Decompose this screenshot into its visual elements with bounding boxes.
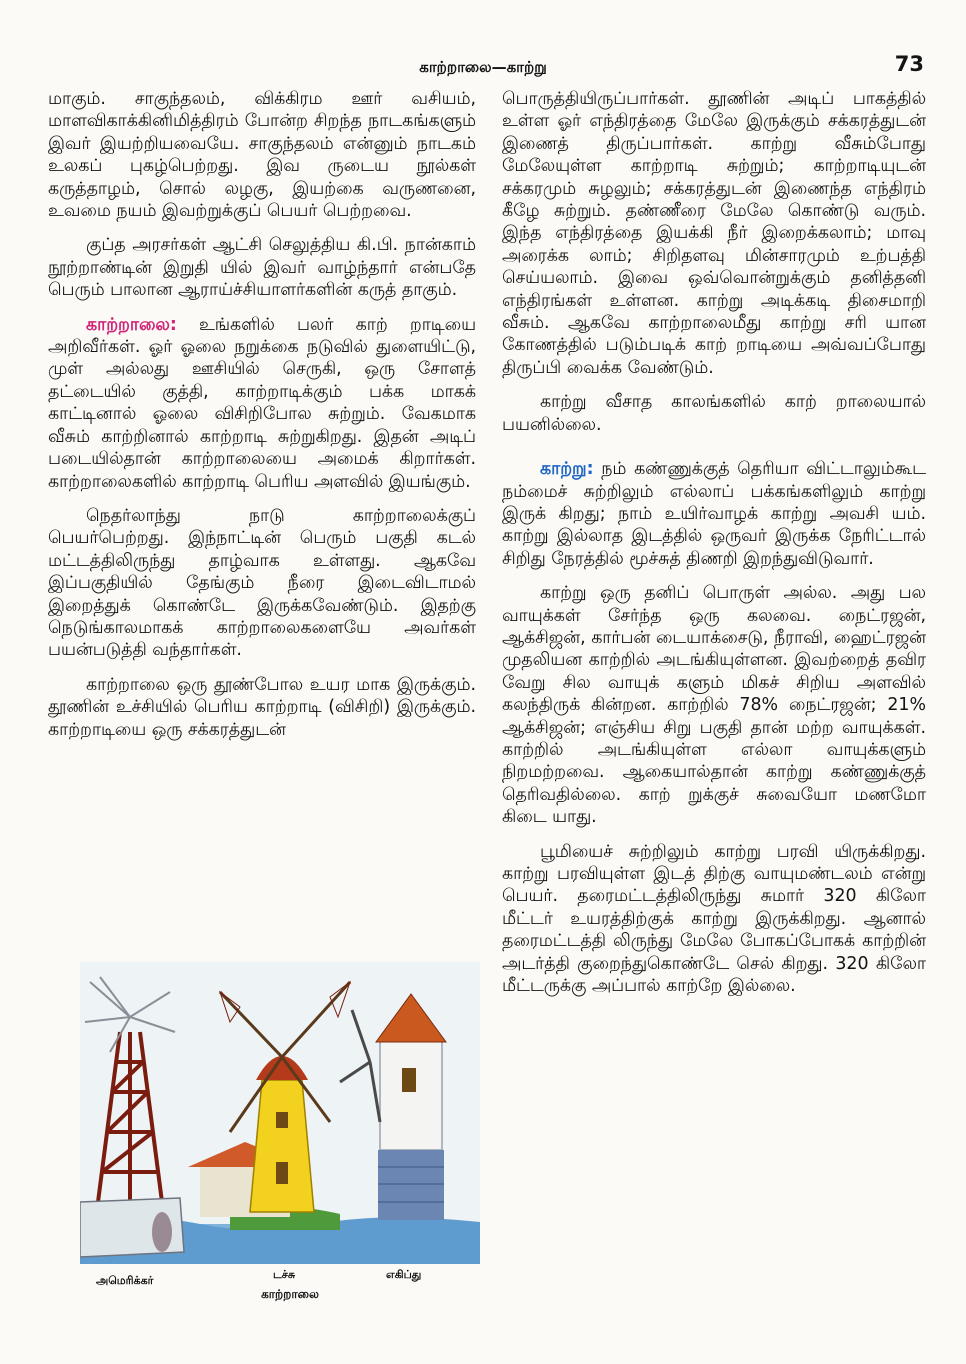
right-column (502, 88, 926, 1009)
figure-caption: காற்றாலை (261, 1287, 319, 1301)
paragraph-body: நம் கண்ணுக்குத் தெரியா விட்டாலும்கூட நம்மைச் சுற்றிலும் எல்லாப் பக்கங்களிலும் காற்று இருக் கிறது; நாம் உயிர்வாழக் காற்று அவசி யம். காற்று இல்லாத இடத்தில் ஒருவர் இருக்க நேரிட்டால் சிறிது நேரத்தில் மூச்சுத் திணறி இறந்துவிடுவார். (502, 459, 927, 569)
paragraph (502, 458, 926, 570)
paragraph: மாகும். சாகுந்தலம், விக்கிரம ஊர் வசியம், மாளவிகாக்கினிமித்திரம் போன்ற சிறந்த நாடகங்களும் இவர் இயற்றியவையே. சாகுந்தலம் என்னும் நாடகம் உலகப் புகழ்பெற்றது. இவ ருடைய நூல்கள் கருத்தாழம், சொல் லழகு, இயற்கை வருணனை, உவமை நயம் இவற்றுக்குப் பெயர் பெற்றவை. (48, 89, 476, 222)
paragraph: காற்று வீசாத காலங்களில் காற் றாலையால் பயனில்லை. (502, 392, 926, 435)
paragraph: காற்று ஒரு தனிப் பொருள் அல்ல. அது பல வாயுக்கள் சேர்ந்த ஒரு கலவை. நைட்ரஜன், ஆக்சிஜன், கார்பன் டையாக்சைடு, நீராவி, ஹைட்ரஜன் முதலியன காற்றில் அடங்கியுள்ளன. இவற்றைத் தவிர வேறு சில வாயுக் களும் மிகச் சிறிய அளவில் கலந்திருக் கின்றன. காற்றில் 78% நைட்ரஜன்; 21% ஆக்சிஜன்; எஞ்சிய சிறு பகுதி தான் மற்ற வாயுக்கள். காற்றில் அடங்கியுள்ள எல்லா வாயுக்களும் நிறமற்றவை. ஆகையால்தான் காற்று கண்ணுக்குத் தெரிவதில்லை. காற் றுக்குச் சுவையோ மணமோ கிடை யாது. (502, 583, 926, 828)
label-dutch: டச்சு (273, 1268, 296, 1281)
paragraph-body: உங்களில் பலர் காற் றாடியை அறிவீர்கள். ஓர் ஓலை நறுக்கை நடுவில் துளையிட்டு, முள் அல்லது ஊசியில் செருகி, ஒரு சோளத் தட்டையில் குத்தி, காற்றாடிக்கும் பக்க மாகக் காட்டினால் ஓலை விசிறிபோல சுற்றும். வேகமாக வீசும் காற்றினால் காற்றாடி சுற்றுகிறது. இதன் அடிப் படையில்தான் காற்றாலையை அமைக் கிறார்கள். காற்றாலைகளில் காற்றாடி பெரிய அளவில் இயங்கும். (48, 314, 476, 492)
section-heading-windmill: காற்றாலை: (86, 314, 177, 335)
running-head: காற்றாலை—காற்று (419, 58, 547, 76)
paragraph: நெதர்லாந்து நாடு காற்றாலைக்குப் பெயர்பெற்றது. இந்நாட்டின் பெரும் பகுதி கடல் மட்டத்திலிருந்து தாழ்வாக உள்ளது. ஆகவே இப்பகுதியில் தேங்கும் நீரை இடைவிடாமல் இறைத்துக் கொண்டே இருக்கவேண்டும். இதற்கு நெடுங்காலமாகக் காற்றாலைகளையே அவர்கள் பயன்படுத்தி வந்தார்கள். (48, 505, 476, 661)
left-column (48, 88, 476, 753)
windmill-drawing (80, 962, 480, 1264)
label-egyptian: எகிப்து (386, 1268, 422, 1281)
windmill-illustration (80, 962, 480, 1287)
page-header (0, 52, 966, 82)
label-american: அமெரிக்கர் (96, 1274, 154, 1287)
paragraph: காற்றாலை ஒரு தூண்போல உயர மாக இருக்கும். தூணின் உச்சியில் பெரிய காற்றாடி (விசிறி) இருக்கும். காற்றாடியை ஒரு சக்கரத்துடன் (48, 674, 476, 740)
paragraph: பொருத்தியிருப்பார்கள். தூணின் அடிப் பாகத்தில் உள்ள ஓர் எந்திரத்தை மேலே இருக்கும் சக்கரத்துடன் இணைத் திருப்பார்கள். காற்று வீசும்போது மேலேயுள்ள காற்றாடி சுற்றும்; காற்றாடியுடன் சக்கரமும் சுழலும்; சக்கரத்துடன் இணைந்த எந்திரம் கீழே சுற்றும். தண்ணீரை மேலே கொண்டு வரும். இந்த எந்திரத்தை இயக்கி நீர் இறைக்கலாம்; மாவு அரைக்க லாம்; சிறிதளவு மின்சாரமும் உற்பத்தி செய்யலாம். இவை ஒவ்வொன்றுக்கும் தனித்தனி எந்திரங்கள் உள்ளன. காற்று அடிக்கடி திசைமாறி வீசும். ஆகவே காற்றாலைமீது காற்று சரி யான கோணத்தில் படும்படிக் காற் றாடியை அவ்வப்போது திருப்பி வைக்க வேண்டும். (502, 89, 926, 378)
paragraph: குப்த அரசர்கள் ஆட்சி செலுத்திய கி.பி. நான்காம் நூற்றாண்டின் இறுதி யில் இவர் வாழ்ந்தார் என்பதே பெரும் பாலான ஆராய்ச்சியாளர்களின் கருத் தாகும். (48, 235, 476, 301)
section-heading-air: காற்று: (540, 459, 594, 480)
paragraph (48, 314, 476, 493)
paragraph: பூமியைச் சுற்றிலும் காற்று பரவி யிருக்கிறது. காற்று பரவியுள்ள இடத் திற்கு வாயுமண்டலம் என்று பெயர். தரைமட்டத்திலிருந்து சுமார் 320 கிலோ மீட்டர் உயரத்திற்குக் காற்று இருக்கிறது. ஆனால் தரைமட்டத்தி லிருந்து மேலே போகப்போகக் காற்றின் அடர்த்தி குறைந்துகொண்டே செல் கிறது. 320 கிலோ மீட்டருக்கு அப்பால் காற்றே இல்லை. (502, 841, 926, 997)
page-number: 73 (894, 52, 924, 76)
